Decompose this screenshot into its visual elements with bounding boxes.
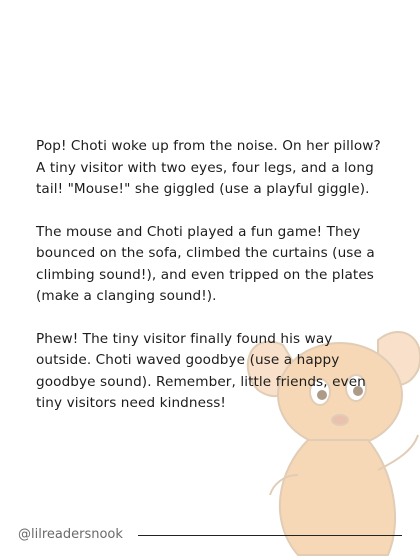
footer-divider [138,535,402,536]
social-handle: @lilreadersnook [18,527,123,542]
footer [18,525,402,545]
story-text [36,136,392,436]
story-paragraph-3: Phew! The tiny visitor finally found his way outside. Choti waved goodbye (use a happy goodbye sound). Remember, little friends, even tiny visitors need kindness! [36,330,366,411]
story-paragraph-1: Pop! Choti woke up from the noise. On her pillow? A tiny visitor with two eyes, four legs, and a long tail! "Mouse!" she giggled (use a playful giggle). [36,138,381,197]
story-paragraph-2: The mouse and Choti played a fun game! They bounced on the sofa, climbed the curtains (use a climbing sound!), and even tripped on the plates (make a clanging sound!). [36,223,375,304]
